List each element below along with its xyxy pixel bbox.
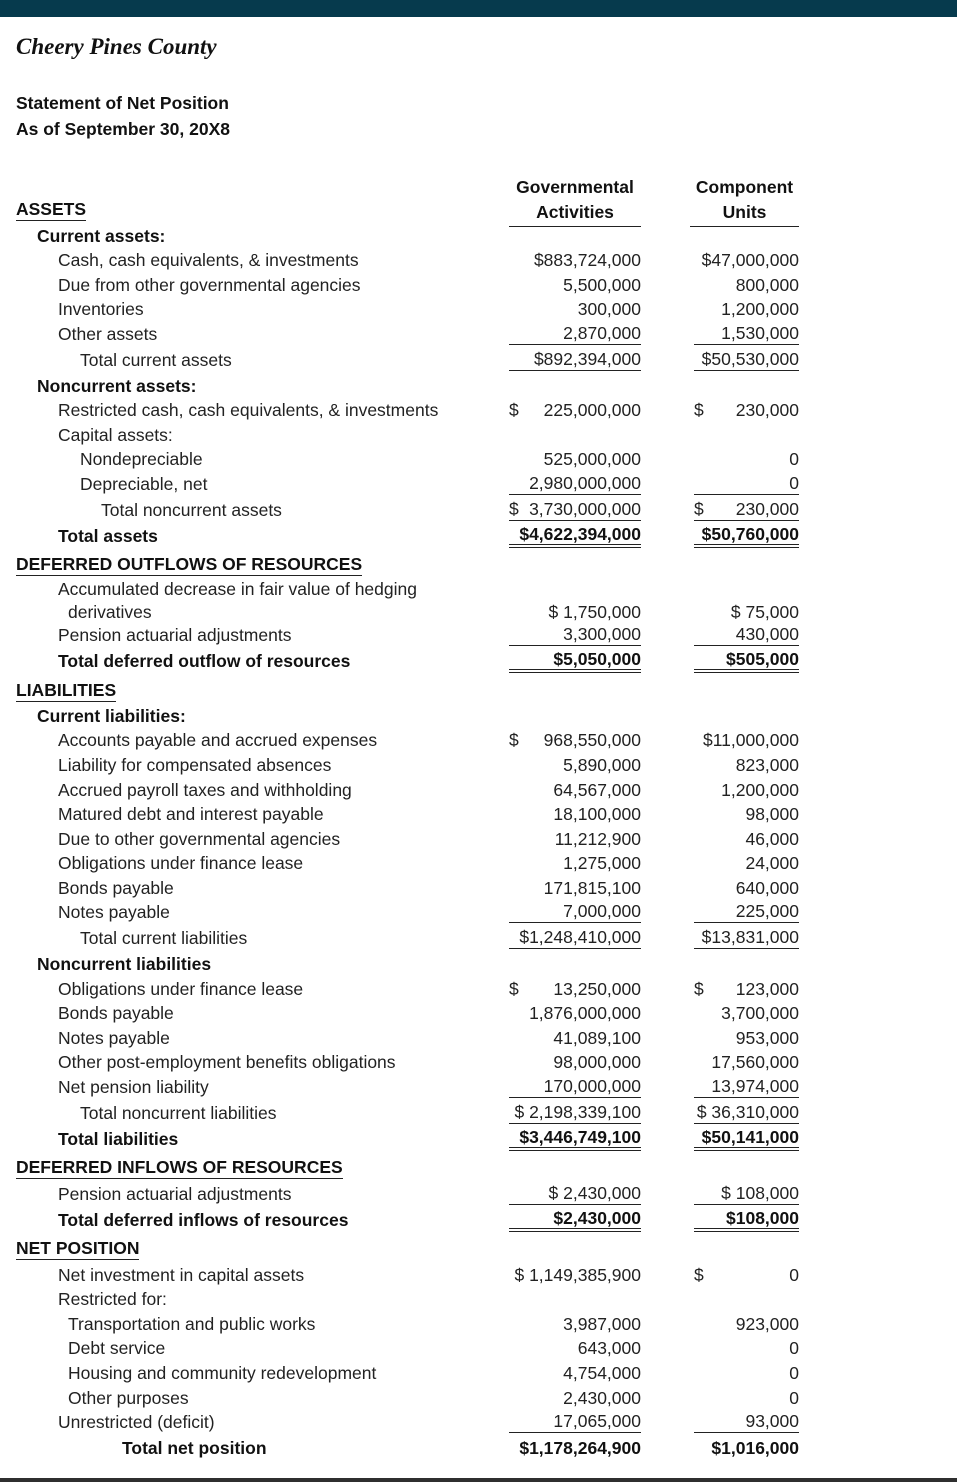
component-value xyxy=(694,524,799,548)
governmental-value xyxy=(509,1075,641,1098)
governmental-value xyxy=(509,600,641,624)
row-label: Debt service xyxy=(68,1338,166,1358)
amount: $505,000 xyxy=(726,649,799,669)
component-value xyxy=(694,472,799,495)
amount: $892,394,000 xyxy=(533,349,641,369)
component-value xyxy=(694,876,799,900)
statement-row xyxy=(0,802,957,826)
amount: 3,700,000 xyxy=(721,1003,799,1023)
amount: 0 xyxy=(789,1338,799,1358)
governmental-value xyxy=(509,1410,641,1433)
amount: 3,730,000,000 xyxy=(529,499,641,519)
statement-row xyxy=(0,498,957,522)
amount: $1,178,264,900 xyxy=(519,1438,641,1458)
amount: 0 xyxy=(789,473,799,493)
statement-row xyxy=(0,297,957,321)
governmental-value xyxy=(509,926,641,949)
amount: 800,000 xyxy=(735,275,799,295)
row-label: Net investment in capital assets xyxy=(58,1265,305,1285)
component-value xyxy=(694,802,799,826)
governmental-value xyxy=(509,1001,641,1025)
component-value xyxy=(694,728,799,752)
governmental-value xyxy=(509,447,641,471)
governmental-value xyxy=(509,753,641,777)
amount: 2,430,000 xyxy=(563,1388,641,1408)
row-label: Matured debt and interest payable xyxy=(58,804,324,824)
statement-row xyxy=(0,447,957,471)
row-label: Restricted cash, cash equivalents, & investments xyxy=(58,400,439,420)
statement-row xyxy=(0,524,957,548)
component-value xyxy=(694,297,799,321)
amount: $1,016,000 xyxy=(711,1438,799,1458)
component-value xyxy=(694,1336,799,1360)
governmental-value xyxy=(509,802,641,826)
governmental-value xyxy=(509,1361,641,1385)
dollar-sign: $ xyxy=(694,979,704,999)
statement-row xyxy=(0,1237,957,1261)
amount: $ 75,000 xyxy=(730,602,799,622)
row-label: Pension actuarial adjustments xyxy=(58,625,292,645)
component-value xyxy=(694,926,799,949)
governmental-value xyxy=(509,1263,641,1287)
component-value xyxy=(694,248,799,272)
amount: 7,000,000 xyxy=(563,901,641,921)
governmental-value xyxy=(509,297,641,321)
column-header-line: Governmental xyxy=(516,177,634,197)
governmental-value xyxy=(509,1312,641,1336)
amount: $3,446,749,100 xyxy=(519,1127,641,1147)
amount: 4,754,000 xyxy=(563,1363,641,1383)
amount: 1,200,000 xyxy=(721,299,799,319)
component-value xyxy=(694,1410,799,1433)
row-label: Other assets xyxy=(58,324,158,344)
statement-row xyxy=(0,1127,957,1151)
governmental-value xyxy=(509,1026,641,1050)
statement-row xyxy=(0,952,957,976)
component-value xyxy=(694,649,799,673)
statement-row xyxy=(0,851,957,875)
row-label: Current liabilities: xyxy=(37,706,186,726)
statement-row xyxy=(0,198,957,222)
amount: 170,000,000 xyxy=(543,1076,641,1096)
amount: 123,000 xyxy=(735,979,799,999)
row-label: Obligations under finance lease xyxy=(58,979,304,999)
row-label: Transportation and public works xyxy=(68,1314,316,1334)
amount: 1,530,000 xyxy=(721,323,799,343)
amount: 430,000 xyxy=(735,624,799,644)
statement-row xyxy=(0,553,957,577)
statement-row xyxy=(0,423,957,447)
statement-row xyxy=(0,778,957,802)
component-value xyxy=(694,1263,799,1287)
statement-row xyxy=(0,398,957,422)
amount: $47,000,000 xyxy=(701,250,799,270)
row-label: Liability for compensated absences xyxy=(58,755,332,775)
amount: 923,000 xyxy=(735,1314,799,1334)
amount: $ 1,149,385,900 xyxy=(514,1265,641,1285)
governmental-value xyxy=(509,827,641,851)
governmental-value xyxy=(509,1386,641,1410)
row-label: Accumulated decrease in fair value of hedging xyxy=(58,579,417,599)
amount: 300,000 xyxy=(577,299,641,319)
row-label: Nondepreciable xyxy=(80,449,203,469)
component-value xyxy=(694,753,799,777)
amount: 0 xyxy=(789,1363,799,1383)
amount: $50,760,000 xyxy=(701,524,799,544)
section-heading: LIABILITIES xyxy=(16,680,117,700)
amount: 225,000 xyxy=(735,901,799,921)
row-label: Total noncurrent assets xyxy=(101,500,282,520)
row-label: Obligations under finance lease xyxy=(58,853,304,873)
component-value xyxy=(694,1208,799,1232)
row-label: Notes payable xyxy=(58,902,170,922)
statement-row xyxy=(0,679,957,703)
component-value xyxy=(694,977,799,1001)
governmental-value xyxy=(509,498,641,521)
amount: 225,000,000 xyxy=(543,400,641,420)
amount: 2,870,000 xyxy=(563,323,641,343)
row-label: Total liabilities xyxy=(58,1129,179,1149)
component-value xyxy=(694,623,799,646)
statement-row xyxy=(0,728,957,752)
row-label: Accrued payroll taxes and withholding xyxy=(58,780,352,800)
amount: 0 xyxy=(789,449,799,469)
row-label: Depreciable, net xyxy=(80,474,208,494)
governmental-value xyxy=(509,1050,641,1074)
governmental-value xyxy=(509,398,641,422)
amount: 823,000 xyxy=(735,755,799,775)
statement-row xyxy=(0,577,957,601)
component-value xyxy=(694,1127,799,1151)
statement-row xyxy=(0,926,957,950)
amount: 98,000 xyxy=(745,804,799,824)
amount: 17,560,000 xyxy=(711,1052,799,1072)
statement-row xyxy=(0,876,957,900)
governmental-value xyxy=(509,322,641,345)
amount: $ 108,000 xyxy=(721,1183,799,1203)
statement-title: Statement of Net Position xyxy=(16,93,229,113)
section-heading: DEFERRED OUTFLOWS OF RESOURCES xyxy=(16,554,363,574)
statement-row xyxy=(0,1050,957,1074)
amount: 0 xyxy=(789,1388,799,1408)
statement-row xyxy=(0,472,957,496)
row-label: Restricted for: xyxy=(58,1289,167,1309)
amount: 5,500,000 xyxy=(563,275,641,295)
amount: 230,000 xyxy=(735,499,799,519)
statement-row xyxy=(0,649,957,673)
row-label: Inventories xyxy=(58,299,144,319)
statement-row xyxy=(0,248,957,272)
row-label: Unrestricted (deficit) xyxy=(58,1412,215,1432)
component-value xyxy=(694,1312,799,1336)
component-value xyxy=(694,1026,799,1050)
statement-row xyxy=(0,900,957,924)
amount: $5,050,000 xyxy=(553,649,641,669)
row-label: Net pension liability xyxy=(58,1077,209,1097)
component-value xyxy=(694,851,799,875)
amount: 0 xyxy=(789,1265,799,1285)
amount: 230,000 xyxy=(735,400,799,420)
component-value xyxy=(694,900,799,923)
statement-date: As of September 30, 20X8 xyxy=(16,119,230,139)
governmental-value xyxy=(509,977,641,1001)
statement-row xyxy=(0,600,957,624)
amount: 171,815,100 xyxy=(543,878,641,898)
amount: 1,200,000 xyxy=(721,780,799,800)
dollar-sign: $ xyxy=(509,400,519,420)
governmental-value xyxy=(509,1436,641,1460)
component-value xyxy=(694,322,799,345)
amount: 11,212,900 xyxy=(554,829,641,849)
section-heading: DEFERRED INFLOWS OF RESOURCES xyxy=(16,1157,343,1177)
component-value xyxy=(694,1182,799,1205)
amount: $ 2,430,000 xyxy=(548,1183,641,1203)
statement-row xyxy=(0,322,957,346)
amount: $50,530,000 xyxy=(701,349,799,369)
statement-row xyxy=(0,1101,957,1125)
component-value xyxy=(694,1101,799,1124)
column-header-line: Units xyxy=(722,202,767,222)
county-name: Cheery Pines County xyxy=(16,34,217,59)
amount: 2,980,000,000 xyxy=(529,473,641,493)
amount: $1,248,410,000 xyxy=(519,927,641,947)
statement-row xyxy=(0,1361,957,1385)
dollar-sign: $ xyxy=(509,979,519,999)
bottom-rule xyxy=(0,1478,957,1482)
amount: $13,831,000 xyxy=(701,927,799,947)
component-value xyxy=(694,778,799,802)
statement-row xyxy=(0,1026,957,1050)
governmental-value xyxy=(509,248,641,272)
component-value xyxy=(694,498,799,521)
row-label: Other purposes xyxy=(68,1388,189,1408)
statement-row xyxy=(0,1001,957,1025)
statement-row xyxy=(0,753,957,777)
dollar-sign: $ xyxy=(694,1265,704,1285)
amount: 98,000,000 xyxy=(553,1052,641,1072)
amount: $11,000,000 xyxy=(702,730,799,750)
row-label: Total deferred outflow of resources xyxy=(58,651,351,671)
statement-row xyxy=(0,1410,957,1434)
statement-row xyxy=(0,977,957,1001)
governmental-value xyxy=(509,778,641,802)
component-value xyxy=(694,1361,799,1385)
row-label: Cash, cash equivalents, & investments xyxy=(58,250,359,270)
component-value xyxy=(694,1050,799,1074)
amount: 5,890,000 xyxy=(563,755,641,775)
statement-row xyxy=(0,1208,957,1232)
row-label: Total current assets xyxy=(80,350,232,370)
amount: $ 36,310,000 xyxy=(696,1102,799,1122)
governmental-value xyxy=(509,900,641,923)
governmental-value xyxy=(509,1182,641,1205)
amount: 41,089,100 xyxy=(553,1028,641,1048)
governmental-value xyxy=(509,1127,641,1151)
amount: 953,000 xyxy=(735,1028,799,1048)
governmental-value xyxy=(509,1101,641,1124)
statement-row xyxy=(0,1075,957,1099)
amount: 46,000 xyxy=(745,829,799,849)
governmental-value xyxy=(509,851,641,875)
amount: $2,430,000 xyxy=(553,1208,641,1228)
amount: $108,000 xyxy=(726,1208,799,1228)
governmental-value xyxy=(509,273,641,297)
amount: 13,250,000 xyxy=(553,979,641,999)
statement-row xyxy=(0,1336,957,1360)
amount: $883,724,000 xyxy=(533,250,641,270)
amount: 13,974,000 xyxy=(711,1076,799,1096)
row-label: Bonds payable xyxy=(58,878,174,898)
governmental-value xyxy=(509,728,641,752)
amount: 17,065,000 xyxy=(553,1411,641,1431)
statement-row xyxy=(0,224,957,248)
row-label: Due to other governmental agencies xyxy=(58,829,341,849)
section-heading: ASSETS xyxy=(16,199,87,219)
component-value xyxy=(694,348,799,371)
dollar-sign: $ xyxy=(509,499,519,519)
column-header-line: Component xyxy=(695,177,794,197)
governmental-value xyxy=(509,1336,641,1360)
column-header-line: Activities xyxy=(536,202,614,222)
amount: 968,550,000 xyxy=(543,730,641,750)
statement-row xyxy=(0,1156,957,1180)
governmental-value xyxy=(509,524,641,548)
component-value xyxy=(694,1001,799,1025)
row-label: Total noncurrent liabilities xyxy=(80,1103,277,1123)
statement-row xyxy=(0,623,957,647)
statement-row xyxy=(0,1436,957,1460)
governmental-value xyxy=(509,1208,641,1232)
statement-row xyxy=(0,348,957,372)
row-label: derivatives xyxy=(68,602,152,622)
row-label: Total assets xyxy=(58,526,158,546)
amount: 1,876,000,000 xyxy=(529,1003,641,1023)
component-value xyxy=(694,398,799,422)
amount: 18,100,000 xyxy=(553,804,641,824)
statement-row xyxy=(0,827,957,851)
component-value xyxy=(694,1436,799,1460)
governmental-value xyxy=(509,472,641,495)
statement-row xyxy=(0,374,957,398)
component-value xyxy=(694,273,799,297)
statement-row xyxy=(0,1386,957,1410)
amount: $4,622,394,000 xyxy=(519,524,641,544)
amount: 643,000 xyxy=(577,1338,641,1358)
amount: 3,300,000 xyxy=(563,624,641,644)
amount: 640,000 xyxy=(735,878,799,898)
component-value xyxy=(694,827,799,851)
row-label: Capital assets: xyxy=(58,425,173,445)
dollar-sign: $ xyxy=(694,400,704,420)
row-label: Noncurrent liabilities xyxy=(37,954,212,974)
amount: 525,000,000 xyxy=(543,449,641,469)
amount: 3,987,000 xyxy=(563,1314,641,1334)
top-banner xyxy=(0,0,957,17)
amount: 93,000 xyxy=(745,1411,799,1431)
component-value xyxy=(694,600,799,624)
amount: $ 1,750,000 xyxy=(548,602,641,622)
row-label: Other post-employment benefits obligations xyxy=(58,1052,396,1072)
row-label: Noncurrent assets: xyxy=(37,376,197,396)
row-label: Bonds payable xyxy=(58,1003,174,1023)
component-value xyxy=(694,447,799,471)
statement-row xyxy=(0,1287,957,1311)
governmental-value xyxy=(509,876,641,900)
statement-row xyxy=(0,273,957,297)
row-label: Due from other governmental agencies xyxy=(58,275,361,295)
governmental-value xyxy=(509,623,641,646)
row-label: Total deferred inflows of resources xyxy=(58,1210,349,1230)
statement-row xyxy=(0,1182,957,1206)
amount: 1,275,000 xyxy=(563,853,641,873)
row-label: Current assets: xyxy=(37,226,166,246)
component-value xyxy=(694,1386,799,1410)
row-label: Housing and community redevelopment xyxy=(68,1363,377,1383)
dollar-sign: $ xyxy=(694,499,704,519)
statement-row xyxy=(0,704,957,728)
statement-row xyxy=(0,1263,957,1287)
governmental-value xyxy=(509,649,641,673)
governmental-value xyxy=(509,348,641,371)
row-label: Notes payable xyxy=(58,1028,170,1048)
section-heading: NET POSITION xyxy=(16,1238,140,1258)
component-value xyxy=(694,1075,799,1098)
statement-row xyxy=(0,1312,957,1336)
amount: 64,567,000 xyxy=(553,780,641,800)
amount: $ 2,198,339,100 xyxy=(514,1102,641,1122)
row-label: Total current liabilities xyxy=(80,928,248,948)
amount: 24,000 xyxy=(745,853,799,873)
dollar-sign: $ xyxy=(509,730,519,750)
row-label: Accounts payable and accrued expenses xyxy=(58,730,378,750)
row-label: Total net position xyxy=(122,1438,267,1458)
amount: $50,141,000 xyxy=(701,1127,799,1147)
row-label: Pension actuarial adjustments xyxy=(58,1184,292,1204)
